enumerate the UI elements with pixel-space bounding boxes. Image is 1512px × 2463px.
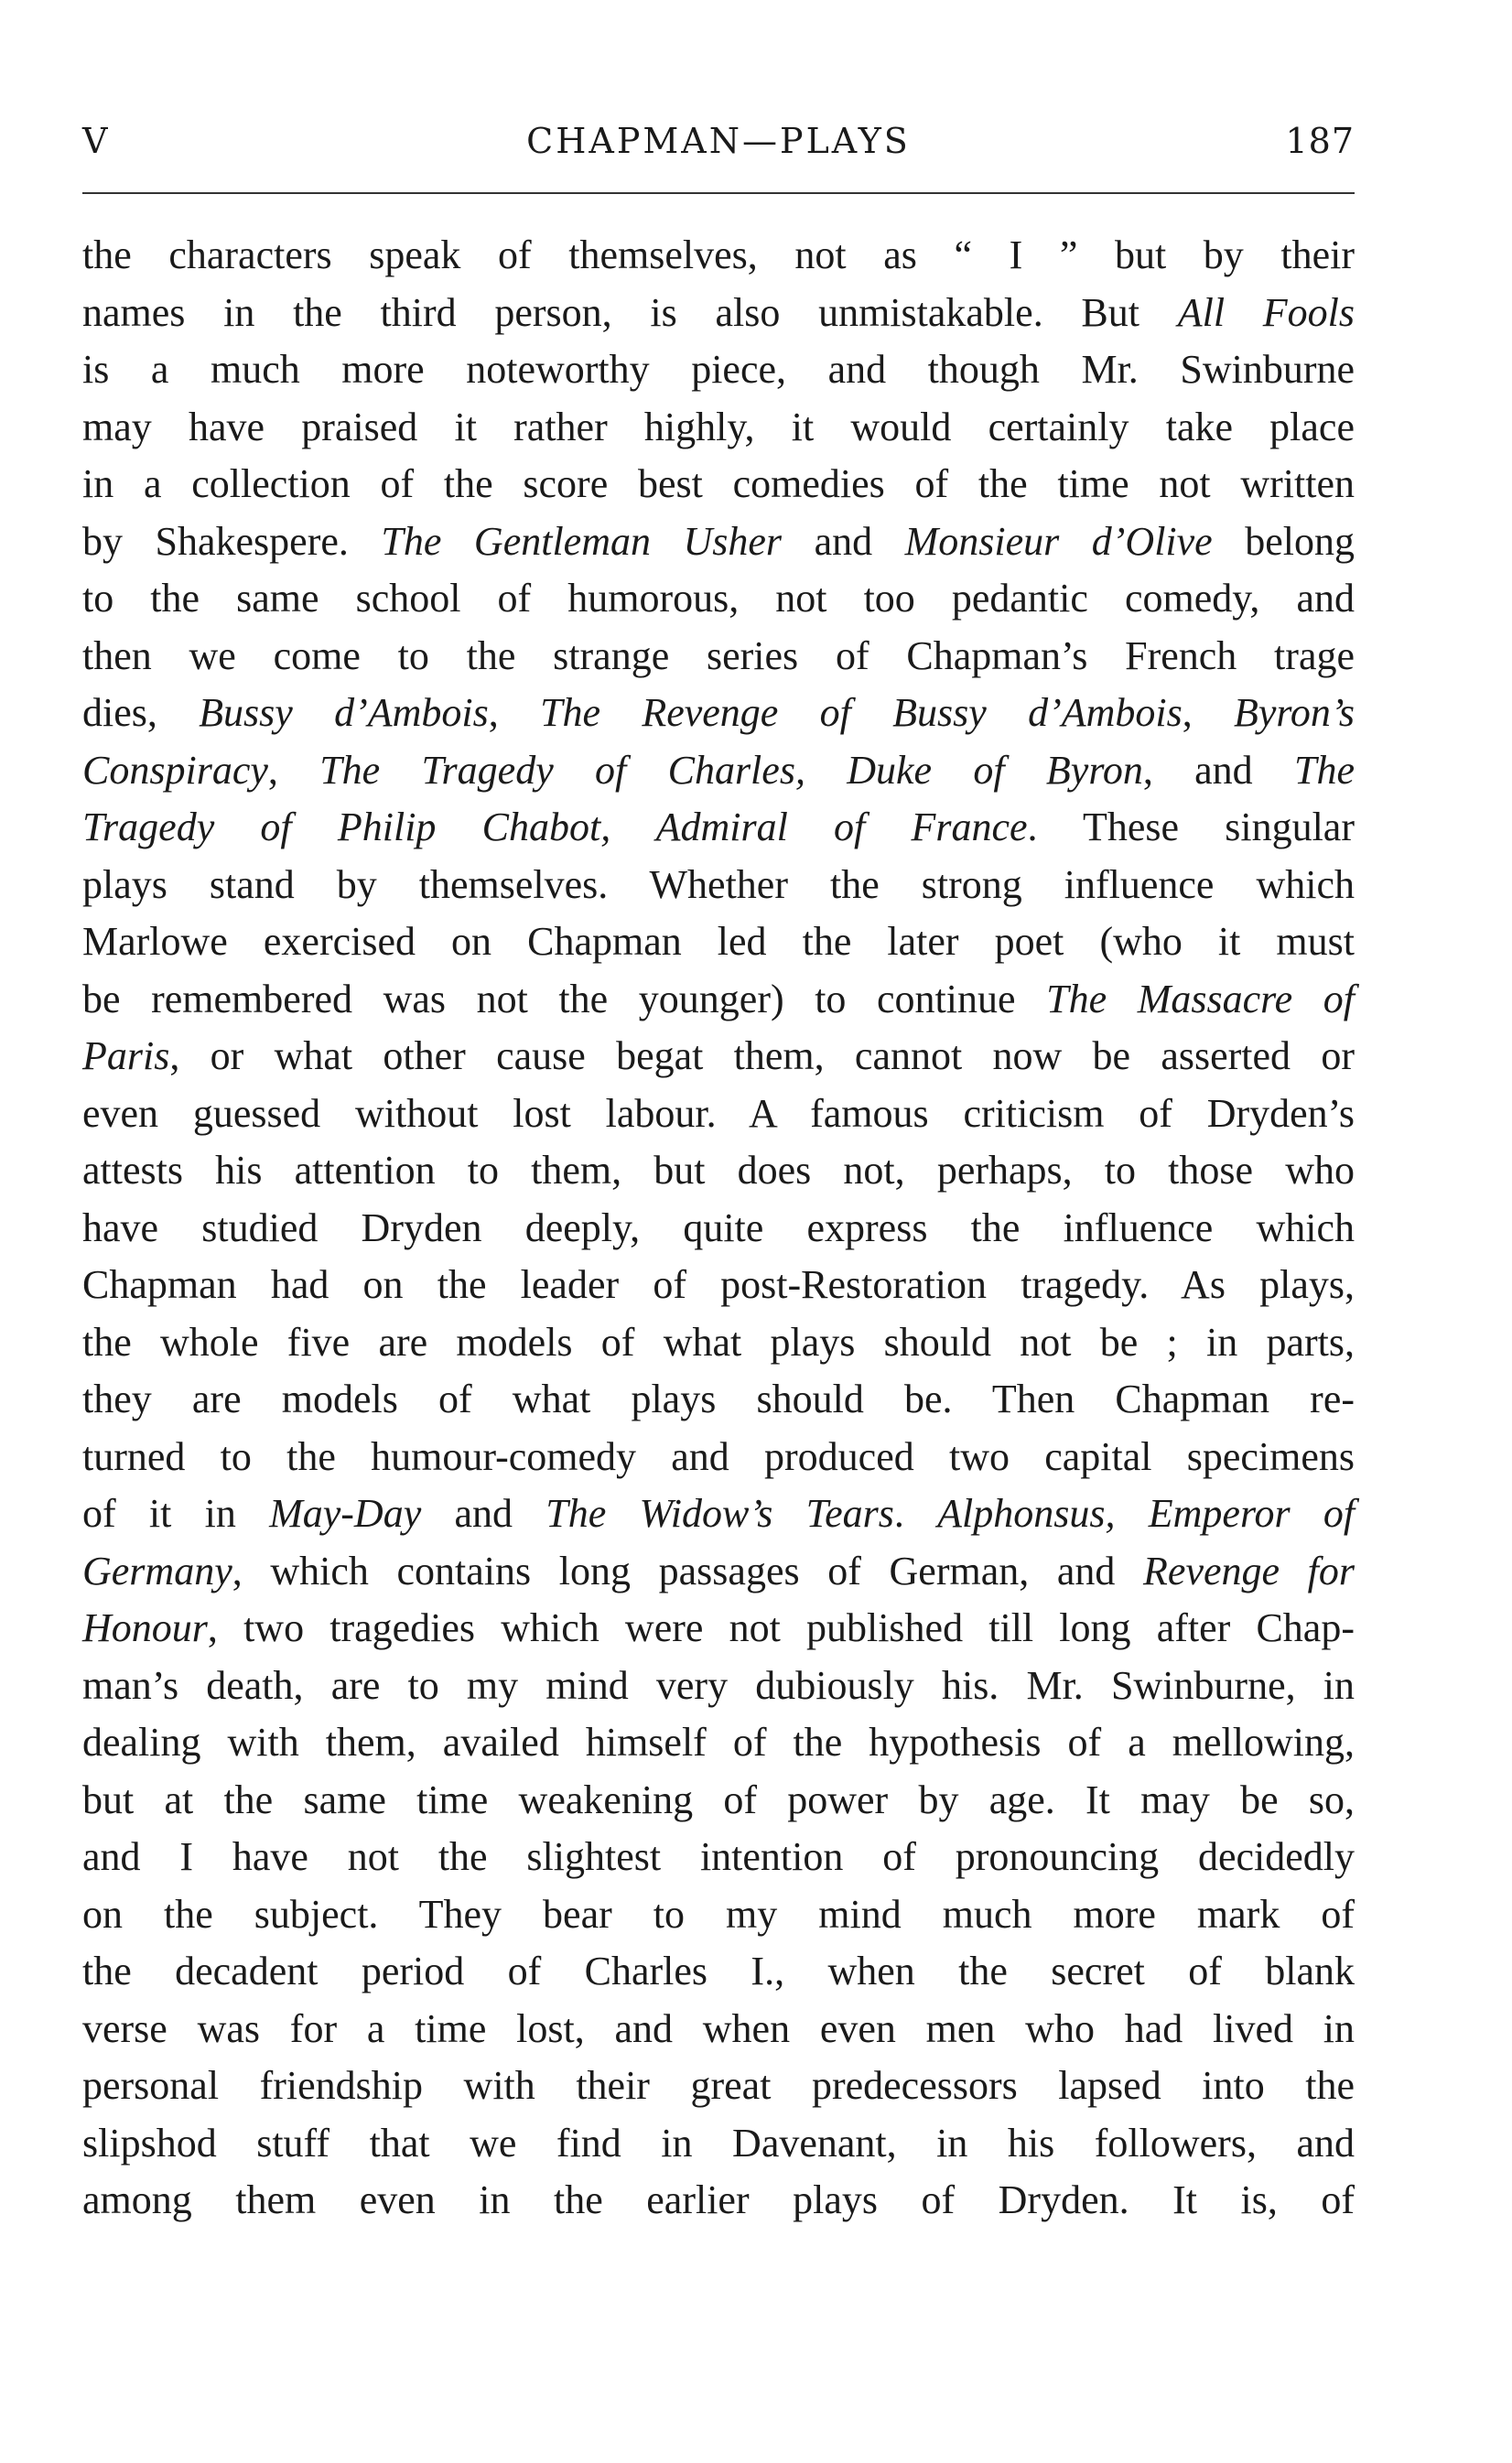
work-title: Tragedy of Philip Chabot, Admiral of France [82,805,1028,849]
work-title: Monsieur d’Olive [904,518,1213,564]
text-line: slipshod stuff that we find in Davenant, in his followers, and [82,2120,1355,2166]
text-line: dies, Bussy d’Ambois, The Revenge of Bussy d’Ambois, Byron’s [82,690,1355,735]
work-title: The [1294,747,1355,793]
work-title: The Widow’s Tears [545,1491,894,1536]
text-line: the whole five are models of what plays should not be ; in parts, [82,1319,1355,1365]
work-title: Honour [82,1605,208,1650]
text-line: is a much more noteworthy piece, and though Mr. Swinburne [82,347,1355,392]
text-line: dealing with them, availed himself of the hypothesis of a mellowing, [82,1720,1355,1765]
work-title: Bussy d’Ambois [199,690,489,735]
text-line: the characters speak of themselves, not as “ I ” but by their [82,232,1355,277]
text-line: verse was for a time lost, and when even men who had lived in [82,2005,1355,2051]
text-line: in a collection of the score best comedies of the time not written [82,461,1355,506]
text-line: have studied Dryden deeply, quite express the influence which [82,1204,1355,1250]
text-line: Paris, or what other cause begat them, cannot now be asserted or [82,1033,1355,1078]
text-line: Chapman had on the leader of post-Restoration tragedy. As plays, [82,1262,1355,1307]
text-line: Tragedy of Philip Chabot, Admiral of France. These singular [82,805,1355,849]
work-title: Paris [82,1033,170,1078]
text-line: they are models of what plays should be. Then Chapman re- [82,1377,1355,1421]
text-line: Conspiracy, The Tragedy of Charles, Duke of Byron, and The [82,747,1355,793]
text-line: plays stand by themselves. Whether the strong influence which [82,861,1355,907]
text-line: names in the third person, is also unmistakable. But All Fools [82,289,1355,335]
work-title: Byron’s [1234,690,1355,735]
text-line: on the subject. They bear to my mind much more mark of [82,1891,1355,1937]
text-line: but at the same time weakening of power by age. It may be so, [82,1777,1355,1822]
section-number: V [82,121,109,161]
work-title: The Gentleman Usher [381,518,783,564]
body-text [82,227,1355,2230]
work-title: May-Day [269,1491,422,1536]
text-line: and I have not the slightest intention of pronouncing decidedly [82,1834,1355,1879]
text-line: man’s death, are to my mind very dubiously his. Mr. Swinburne, in [82,1662,1355,1708]
text-line: Honour, two tragedies which were not published till long after Chap- [82,1605,1355,1650]
work-title: Germany [82,1548,232,1593]
text-line: of it in May-Day and The Widow’s Tears. Alphonsus, Emperor of [82,1491,1355,1536]
page-number: 187 [1285,121,1355,161]
work-title: The Tragedy of Charles, Duke of Byron [319,747,1143,793]
text-line: may have praised it rather highly, it would certainly take place [82,404,1355,449]
text-line: turned to the humour-comedy and produced two capital specimens [82,1433,1355,1479]
text-line: Marlowe exercised on Chapman led the later poet (who it must [82,919,1355,964]
header-rule [82,192,1355,194]
page-header [82,121,1355,176]
text-line: even guessed without lost labour. A famous criticism of Dryden’s [82,1090,1355,1136]
text-line: then we come to the strange series of Chapman’s French trage [82,632,1355,678]
running-title: CHAPMAN—PLAYS [526,121,911,161]
text-line: personal friendship with their great predecessors lapsed into the [82,2063,1355,2108]
text-line: the decadent period of Charles I., when the secret of blank [82,1949,1355,1993]
work-title: Alphonsus, Emperor of [937,1491,1355,1536]
text-line: be remembered was not the younger) to continue The Massacre of [82,976,1355,1021]
work-title: Conspiracy [82,747,268,793]
text-line: to the same school of humorous, not too pedantic comedy, and [82,576,1355,621]
work-title: The Revenge of Bussy d’Ambois [540,690,1183,735]
work-title: Revenge for [1143,1548,1355,1593]
text-line: attests his attention to them, but does not, perhaps, to those who [82,1148,1355,1193]
work-title: The Massacre of [1046,976,1355,1021]
text-line: by Shakespere. The Gentleman Usher and Monsieur d’Olive belong [82,518,1355,564]
work-title: All Fools [1177,289,1355,335]
text-line: Germany, which contains long passages of German, and Revenge for [82,1548,1355,1593]
text-line: among them even in the earlier plays of Dryden. It is, of [82,2177,1355,2222]
